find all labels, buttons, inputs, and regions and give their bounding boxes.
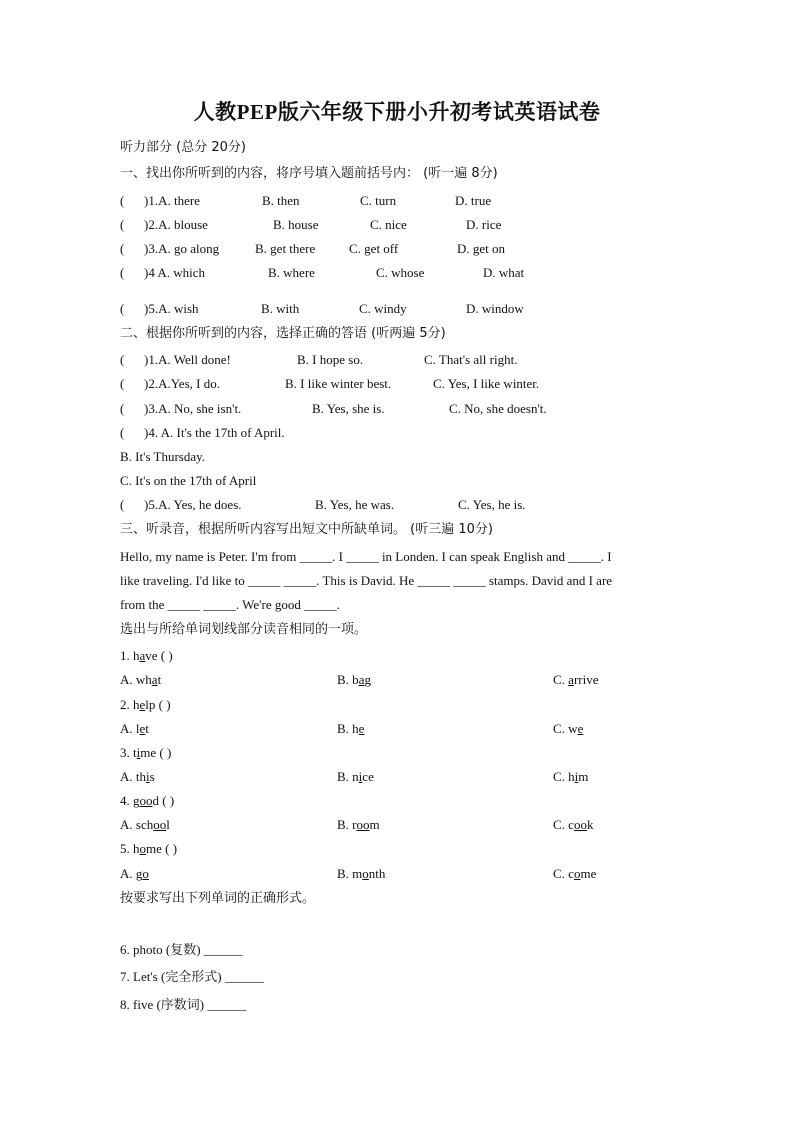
option-c: C. whose <box>376 265 425 280</box>
form-item: 8. five (序数词) ______ <box>120 997 247 1012</box>
option-d: D. what <box>483 265 525 280</box>
option-a: A. what <box>120 672 162 687</box>
answer-paren: ( <box>120 401 125 416</box>
option-a: A. go <box>120 866 149 881</box>
option-c: C. turn <box>360 193 397 208</box>
option-a: A. let <box>120 721 149 736</box>
forms-heading: 按要求写出下列单词的正确形式。 <box>120 891 316 906</box>
option-b: B. I like winter best. <box>285 376 392 391</box>
question-stem: 5. home ( ) <box>120 841 178 856</box>
option-a: A. this <box>120 769 155 784</box>
option-b: B. where <box>268 265 315 280</box>
option-c: C. Yes, he is. <box>458 497 526 512</box>
form-item: 7. Let's (完全形式) ______ <box>120 969 264 984</box>
option-b: B. house <box>273 217 319 232</box>
option-a: )4. A. It's the 17th of April. <box>144 425 285 440</box>
option-d: D. rice <box>466 217 502 232</box>
question-stem: 2. help ( ) <box>120 697 171 712</box>
answer-paren: ( <box>120 425 125 440</box>
answer-paren: ( <box>120 497 125 512</box>
answer-paren: ( <box>120 217 125 232</box>
option-a: )2.A.Yes, I do. <box>144 376 220 391</box>
option-a: )5.A. Yes, he does. <box>144 497 242 512</box>
option-b: B. I hope so. <box>297 352 364 367</box>
option-a: A. school <box>120 817 170 832</box>
option-c: C. It's on the 17th of April <box>120 473 257 488</box>
option-a: )1.A. there <box>144 193 200 208</box>
option-b: B. month <box>337 866 386 881</box>
option-b: B. then <box>262 193 300 208</box>
option-c: C. nice <box>370 217 407 232</box>
option-c: C. That's all right. <box>424 352 518 367</box>
option-b: B. he <box>337 721 365 736</box>
option-b: B. with <box>261 301 300 316</box>
answer-paren: ( <box>120 265 125 280</box>
cloze-passage-line: from the _____ _____. We're good _____. <box>120 597 340 612</box>
option-c: C. No, she doesn't. <box>449 401 547 416</box>
option-d: D. get on <box>457 241 506 256</box>
part3-heading: 三、听录音，根据所听内容写出短文中所缺单词。 (听三遍 10分) <box>120 522 493 537</box>
option-c: C. Yes, I like winter. <box>433 376 540 391</box>
option-a: )4 A. which <box>144 265 206 280</box>
option-c: C. come <box>553 866 597 881</box>
cloze-passage-line: Hello, my name is Peter. I'm from _____. I _____ in Londen. I can speak English and _____. I <box>120 549 612 564</box>
option-c: C. get off <box>349 241 399 256</box>
question-stem: 4. good ( ) <box>120 793 175 808</box>
option-d: D. window <box>466 301 524 316</box>
option-a: )3.A. No, she isn't. <box>144 401 242 416</box>
option-d: D. true <box>455 193 492 208</box>
answer-paren: ( <box>120 301 125 316</box>
option-b: B. room <box>337 817 380 832</box>
option-c: C. we <box>553 721 584 736</box>
option-b: B. Yes, she is. <box>312 401 385 416</box>
question-stem: 3. time ( ) <box>120 745 172 760</box>
page-title: 人教PEP版六年级下册小升初考试英语试卷 <box>193 100 601 124</box>
option-b: B. Yes, he was. <box>315 497 395 512</box>
option-c: C. cook <box>553 817 594 832</box>
form-item: 6. photo (复数) ______ <box>120 942 243 957</box>
option-b: B. It's Thursday. <box>120 449 206 464</box>
option-c: C. arrive <box>553 672 599 687</box>
answer-paren: ( <box>120 193 125 208</box>
cloze-passage-line: like traveling. I'd like to _____ _____. This is David. He _____ _____ stamps. David and I are <box>120 573 613 588</box>
option-a: )1.A. Well done! <box>144 352 231 367</box>
phonics-heading: 选出与所给单词划线部分读音相同的一项。 <box>120 622 368 637</box>
option-a: )3.A. go along <box>144 241 220 256</box>
answer-paren: ( <box>120 241 125 256</box>
option-b: B. bag <box>337 672 371 687</box>
option-c: C. windy <box>359 301 407 316</box>
listening-header: 听力部分 (总分 20分) <box>120 140 246 155</box>
answer-paren: ( <box>120 352 125 367</box>
option-b: B. get there <box>255 241 316 256</box>
answer-paren: ( <box>120 376 125 391</box>
option-a: )2.A. blouse <box>144 217 208 232</box>
option-b: B. nice <box>337 769 374 784</box>
option-a: )5.A. wish <box>144 301 199 316</box>
question-stem: 1. have ( ) <box>120 648 173 663</box>
part2-heading: 二、根据你所听到的内容，选择正确的答语 (听两遍 5分) <box>120 326 446 341</box>
option-c: C. him <box>553 769 589 784</box>
part1-heading: 一、找出你所听到的内容，将序号填入题前括号内： (听一遍 8分) <box>120 166 498 181</box>
